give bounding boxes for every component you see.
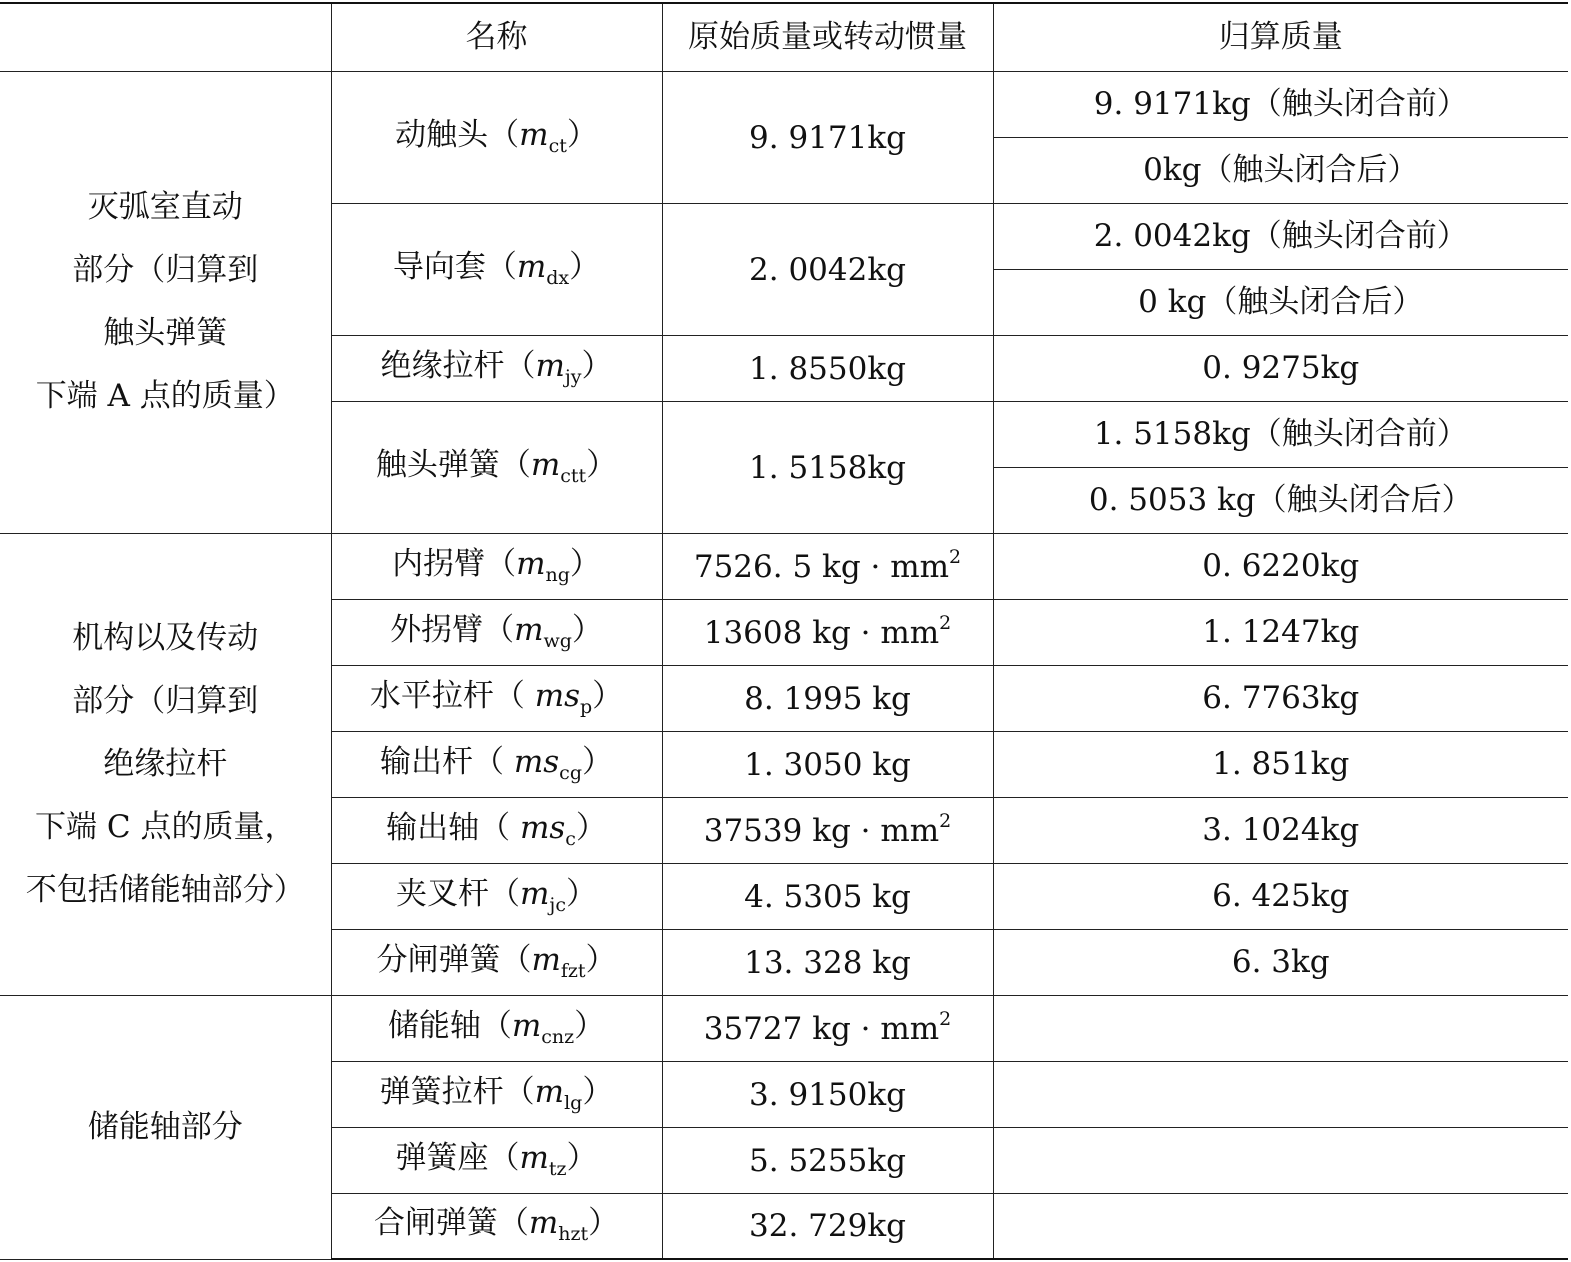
close-paren: ） — [569, 248, 601, 285]
header-name: 名称 — [331, 3, 662, 71]
group-label-line: 部分（归算到 — [72, 252, 259, 288]
header-category — [0, 3, 331, 71]
component-name: 触头弹簧（ — [375, 446, 531, 483]
mass-symbol-subscript: ctt — [560, 464, 587, 487]
mass-symbol-subscript: jc — [549, 893, 566, 916]
mass-symbol: m — [528, 1205, 559, 1242]
close-paren: ） — [574, 1007, 606, 1044]
close-paren: ） — [566, 116, 598, 153]
table-row — [0, 71, 1568, 137]
unit-exponent: 2 — [939, 1007, 952, 1030]
unit-exponent: 2 — [949, 545, 962, 568]
mass-symbol-subscript: ng — [545, 563, 570, 586]
reduced-mass — [993, 1193, 1568, 1259]
mass-symbol: ms — [513, 743, 560, 780]
component-name: 分闸弹簧（ — [376, 941, 532, 978]
component-name-cell — [331, 929, 662, 995]
mass-symbol: ms — [519, 809, 566, 846]
component-name: 输出轴（ — [386, 809, 520, 846]
reduced-mass: 6. 7763kg — [993, 665, 1568, 731]
component-name: 夹叉杆（ — [396, 875, 521, 912]
original-value-cell — [662, 71, 993, 203]
component-name-cell — [331, 1061, 662, 1127]
mass-symbol: ms — [534, 677, 580, 714]
mass-symbol-subscript: tz — [548, 1157, 567, 1180]
original-value: 5. 5255kg — [749, 1142, 906, 1179]
group-label — [0, 71, 331, 533]
close-paren: ） — [575, 809, 607, 846]
component-name-cell — [331, 335, 662, 401]
header-original: 原始质量或转动惯量 — [662, 3, 993, 71]
original-value-cell — [662, 1061, 993, 1127]
mass-symbol: m — [534, 1073, 565, 1110]
original-value: 4. 5305 kg — [744, 878, 911, 915]
original-value: 8. 1995 kg — [744, 680, 911, 717]
reduced-mass: 0 kg（触头闭合后） — [993, 269, 1568, 335]
mass-symbol: m — [511, 1007, 542, 1044]
reduced-mass — [993, 995, 1568, 1061]
original-value: 1. 3050 kg — [744, 746, 911, 783]
unit-exponent: 2 — [939, 809, 952, 832]
reduced-mass: 0kg（触头闭合后） — [993, 137, 1568, 203]
group-label-line: 下端 A 点的质量） — [35, 378, 295, 414]
mass-symbol: m — [520, 875, 550, 912]
group-label-line: 下端 C 点的质量， — [35, 808, 296, 845]
close-paren: ） — [566, 1139, 598, 1176]
reduced-mass: 2. 0042kg（触头闭合前） — [993, 203, 1568, 269]
mass-symbol-subscript: wg — [543, 629, 572, 652]
original-value-cell — [662, 401, 993, 533]
mass-symbol: m — [516, 248, 547, 285]
original-value: 37539 kg · mm — [703, 812, 940, 849]
close-paren: ） — [571, 611, 603, 648]
component-name-cell — [331, 401, 662, 533]
table-row — [0, 533, 1568, 599]
group-label — [0, 995, 331, 1259]
component-name-cell — [331, 731, 662, 797]
component-name-cell — [331, 599, 662, 665]
component-name-cell — [331, 203, 662, 335]
group-label-line: 不包括储能轴部分） — [25, 871, 305, 908]
close-paren: ） — [581, 347, 613, 384]
reduced-mass: 0. 5053 kg（触头闭合后） — [993, 467, 1568, 533]
component-name: 水平拉杆（ — [369, 677, 535, 714]
mass-symbol-subscript: dx — [546, 266, 570, 289]
component-name: 合闸弹簧（ — [373, 1205, 529, 1242]
mass-symbol-subscript: c — [565, 827, 576, 850]
original-value-cell — [662, 533, 993, 599]
original-value: 13608 kg · mm — [703, 614, 940, 651]
mass-symbol-subscript: p — [580, 695, 593, 718]
component-name-cell — [331, 533, 662, 599]
original-value: 7526. 5 kg · mm — [693, 548, 950, 585]
close-paren: ） — [586, 446, 618, 483]
unit-exponent: 2 — [939, 611, 952, 634]
mass-table — [0, 2, 1568, 1260]
header-reduced: 归算质量 — [993, 3, 1568, 71]
original-value: 35727 kg · mm — [703, 1010, 940, 1047]
mass-symbol: m — [531, 941, 561, 978]
original-value-cell — [662, 995, 993, 1061]
mass-symbol-subscript: lg — [564, 1091, 583, 1114]
original-value-cell — [662, 665, 993, 731]
component-name-cell — [331, 665, 662, 731]
reduced-mass: 6. 425kg — [993, 863, 1568, 929]
close-paren: ） — [585, 941, 617, 978]
header-row — [0, 3, 1568, 71]
close-paren: ） — [581, 743, 613, 780]
original-value-cell — [662, 863, 993, 929]
reduced-mass: 1. 5158kg（触头闭合前） — [993, 401, 1568, 467]
component-name-cell — [331, 863, 662, 929]
mass-symbol-subscript: cnz — [541, 1025, 575, 1048]
close-paren: ） — [582, 1073, 614, 1110]
original-value: 9. 9171kg — [749, 119, 906, 156]
mass-symbol: m — [514, 611, 544, 648]
reduced-mass — [993, 1127, 1568, 1193]
close-paren: ） — [565, 875, 597, 912]
component-name-cell — [331, 1193, 662, 1259]
component-name: 外拐臂（ — [390, 611, 515, 648]
original-value-cell — [662, 203, 993, 335]
reduced-mass: 1. 1247kg — [993, 599, 1568, 665]
reduced-mass: 0. 6220kg — [993, 533, 1568, 599]
group-label-line: 灭弧室直动 — [87, 189, 243, 225]
mass-symbol: m — [519, 116, 549, 153]
group-label-line: 绝缘拉杆 — [103, 745, 228, 782]
original-value-cell — [662, 335, 993, 401]
original-value: 3. 9150kg — [749, 1076, 906, 1113]
component-name-cell — [331, 995, 662, 1061]
mass-symbol: m — [535, 347, 565, 384]
original-value-cell — [662, 731, 993, 797]
mass-symbol: m — [519, 1139, 549, 1176]
mass-symbol-subscript: jy — [564, 365, 582, 388]
original-value: 13. 328 kg — [744, 944, 911, 981]
group-label-line: 部分（归算到 — [72, 682, 259, 719]
reduced-mass: 1. 851kg — [993, 731, 1568, 797]
component-name: 绝缘拉杆（ — [380, 347, 536, 384]
original-value-cell — [662, 1193, 993, 1259]
close-paren: ） — [592, 677, 624, 714]
component-name: 内拐臂（ — [392, 545, 517, 582]
reduced-mass: 0. 9275kg — [993, 335, 1568, 401]
mass-symbol: m — [530, 446, 561, 483]
group-label — [0, 533, 331, 995]
reduced-mass: 9. 9171kg（触头闭合前） — [993, 71, 1568, 137]
close-paren: ） — [569, 545, 601, 582]
component-name-cell — [331, 1127, 662, 1193]
mass-symbol: m — [516, 545, 546, 582]
table-body — [0, 3, 1568, 1259]
reduced-mass — [993, 1061, 1568, 1127]
mass-symbol-subscript: fzt — [560, 959, 586, 982]
component-name: 动触头（ — [395, 116, 520, 153]
original-value: 1. 5158kg — [749, 449, 906, 486]
group-label-line: 机构以及传动 — [72, 619, 259, 656]
mass-symbol-subscript: cg — [559, 761, 582, 784]
component-name: 弹簧拉杆（ — [379, 1073, 535, 1110]
original-value: 2. 0042kg — [749, 251, 906, 288]
group-label-line: 触头弹簧 — [103, 315, 228, 351]
mass-symbol-subscript: ct — [548, 134, 567, 157]
original-value-cell — [662, 1127, 993, 1193]
component-name-cell — [331, 71, 662, 203]
original-value-cell — [662, 797, 993, 863]
original-value: 32. 729kg — [749, 1208, 906, 1245]
reduced-mass: 3. 1024kg — [993, 797, 1568, 863]
component-name: 导向套（ — [392, 248, 517, 285]
original-value: 1. 8550kg — [749, 350, 906, 387]
original-value-cell — [662, 929, 993, 995]
mass-symbol-subscript: hzt — [558, 1223, 589, 1246]
component-name: 储能轴（ — [387, 1007, 512, 1044]
reduced-mass: 6. 3kg — [993, 929, 1568, 995]
group-label-line: 储能轴部分 — [87, 1108, 243, 1145]
component-name: 输出杆（ — [380, 743, 514, 780]
close-paren: ） — [588, 1205, 620, 1242]
component-name-cell — [331, 797, 662, 863]
component-name: 弹簧座（ — [395, 1139, 520, 1176]
table-row — [0, 995, 1568, 1061]
original-value-cell — [662, 599, 993, 665]
